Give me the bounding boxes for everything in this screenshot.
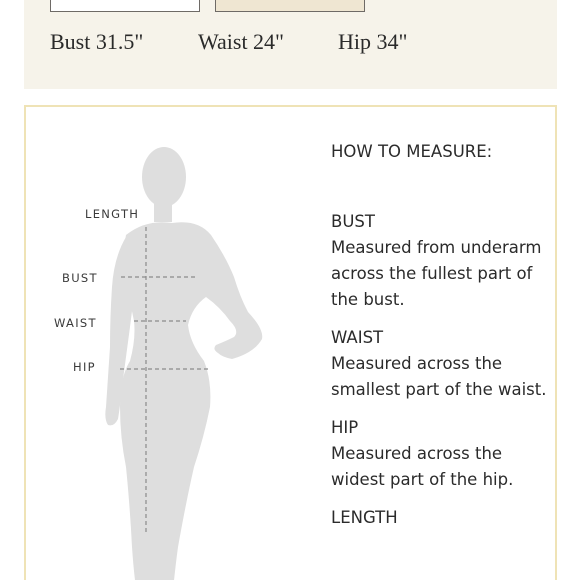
measure-instructions [331, 139, 551, 543]
section-text: Measured from underarm across the fullest part of the bust. [331, 238, 542, 309]
section-title: HIP [331, 418, 359, 437]
hip-measurement: Hip 34" [338, 29, 408, 54]
length-label: LENGTH [85, 207, 140, 221]
how-to-measure-heading: HOW TO MEASURE: [331, 142, 493, 161]
size-option-box[interactable] [50, 0, 200, 12]
section-title: WAIST [331, 328, 384, 347]
section-title: BUST [331, 212, 375, 231]
waist-label: WAIST [54, 316, 97, 330]
size-option-box-selected[interactable] [215, 0, 365, 12]
section-text: Measured across the widest part of the hip. [331, 444, 514, 489]
bust-measurement: Bust 31.5" [50, 29, 144, 54]
section-title: LENGTH [331, 508, 398, 527]
waist-measurement: Waist 24" [198, 29, 285, 54]
section-text: Measured across the smallest part of the waist. [331, 354, 547, 399]
how-to-measure-card [24, 105, 557, 580]
length-instructions [331, 505, 551, 531]
hip-label: HIP [73, 360, 96, 374]
bust-label: BUST [62, 271, 98, 285]
size-measurements-panel [24, 0, 557, 89]
body-silhouette-diagram [26, 107, 326, 580]
hip-instructions [331, 415, 551, 493]
bust-instructions [331, 209, 551, 313]
waist-instructions [331, 325, 551, 403]
